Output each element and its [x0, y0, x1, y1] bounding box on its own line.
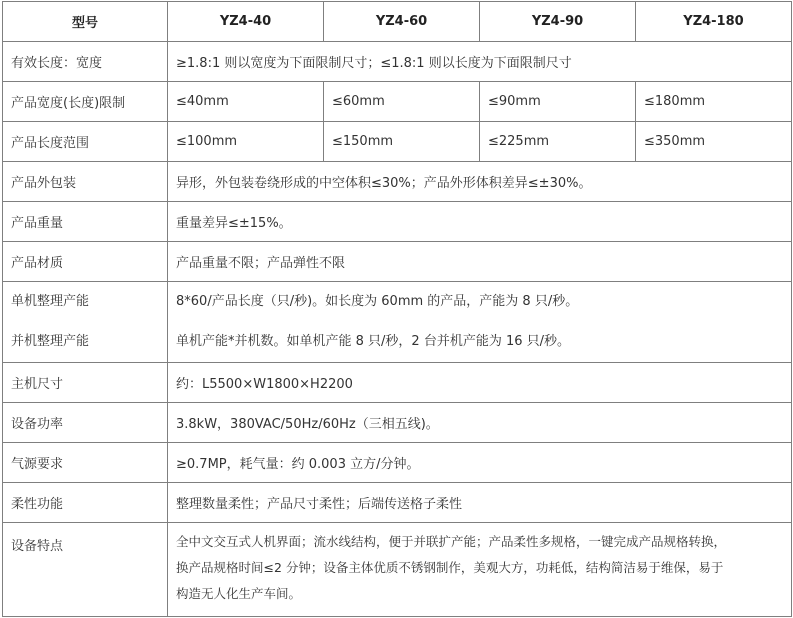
row-label: 产品长度范围: [3, 122, 168, 162]
row-value: 8*60/产品长度（只/秒)。如长度为 60mm 的产品，产能为 8 只/秒。: [176, 294, 579, 309]
row-value: 异形，外包装卷绕形成的中空体积≤30%；产品外形体积差异≤±30%。: [168, 162, 792, 202]
row-label: 产品重量: [3, 202, 168, 242]
header-row: [3, 2, 792, 42]
row-value: 产品重量不限；产品弹性不限: [168, 242, 792, 282]
cell-value: ≤60mm: [324, 82, 480, 122]
row-label: 产品宽度(长度)限制: [3, 82, 168, 122]
cell-value: ≤40mm: [168, 82, 324, 122]
row-value: 3.8kW，380VAC/50Hz/60Hz（三相五线)。: [168, 403, 792, 443]
row-label: 有效长度：宽度: [3, 42, 168, 82]
row-label: 单机整理产能: [11, 294, 90, 309]
features-line: 构造无人化生产车间。: [176, 586, 302, 601]
row-material: [3, 242, 792, 282]
row-label: 主机尺寸: [3, 363, 168, 403]
row-width-limit: [3, 82, 792, 122]
row-label: 气源要求: [3, 443, 168, 483]
row-value: 约：L5500×W1800×H2200: [168, 363, 792, 403]
capacity-labels: [3, 282, 168, 363]
row-effective-length: [3, 42, 792, 82]
row-value: 单机产能*并机数。如单机产能 8 只/秒，2 台并机产能为 16 只/秒。: [176, 334, 571, 349]
features-line: 全中文交互式人机界面；流水线结构，便于并联扩产能；产品柔性多规格，一键完成产品规格转换，: [176, 534, 727, 549]
row-value: ≥0.7MP，耗气量：约 0.003 立方/分钟。: [168, 443, 792, 483]
spec-table: [2, 1, 792, 617]
row-features: [3, 523, 792, 617]
cell-value: ≤180mm: [636, 82, 792, 122]
row-value: 重量差异≤±15%。: [168, 202, 792, 242]
row-capacity: [3, 282, 792, 363]
model-header-label: 型号: [3, 2, 168, 42]
model-header-yz4-90: YZ4-90: [480, 2, 636, 42]
cell-value: ≤90mm: [480, 82, 636, 122]
row-power: [3, 403, 792, 443]
row-label: 产品外包装: [3, 162, 168, 202]
row-value: 整理数量柔性；产品尺寸柔性；后端传送格子柔性: [168, 483, 792, 523]
features-line: 换产品规格时间≤2 分钟；设备主体优质不锈钢制作，美观大方，功耗低，结构简洁易于维保，易于: [176, 560, 724, 575]
capacity-values: [168, 282, 792, 363]
row-value: ≥1.8:1 则以宽度为下面限制尺寸；≤1.8:1 则以长度为下面限制尺寸: [168, 42, 792, 82]
model-header-yz4-40: YZ4-40: [168, 2, 324, 42]
cell-value: ≤150mm: [324, 122, 480, 162]
row-label: 柔性功能: [3, 483, 168, 523]
model-header-yz4-180: YZ4-180: [636, 2, 792, 42]
row-air-supply: [3, 443, 792, 483]
features-value: [168, 523, 792, 617]
row-flexibility: [3, 483, 792, 523]
cell-value: ≤225mm: [480, 122, 636, 162]
model-header-yz4-60: YZ4-60: [324, 2, 480, 42]
row-label: 并机整理产能: [11, 334, 90, 349]
row-packaging: [3, 162, 792, 202]
row-label: 设备功率: [3, 403, 168, 443]
row-label: 产品材质: [3, 242, 168, 282]
row-label: 设备特点: [3, 523, 168, 617]
cell-value: ≤100mm: [168, 122, 324, 162]
row-length-range: [3, 122, 792, 162]
row-machine-size: [3, 363, 792, 403]
cell-value: ≤350mm: [636, 122, 792, 162]
row-weight: [3, 202, 792, 242]
